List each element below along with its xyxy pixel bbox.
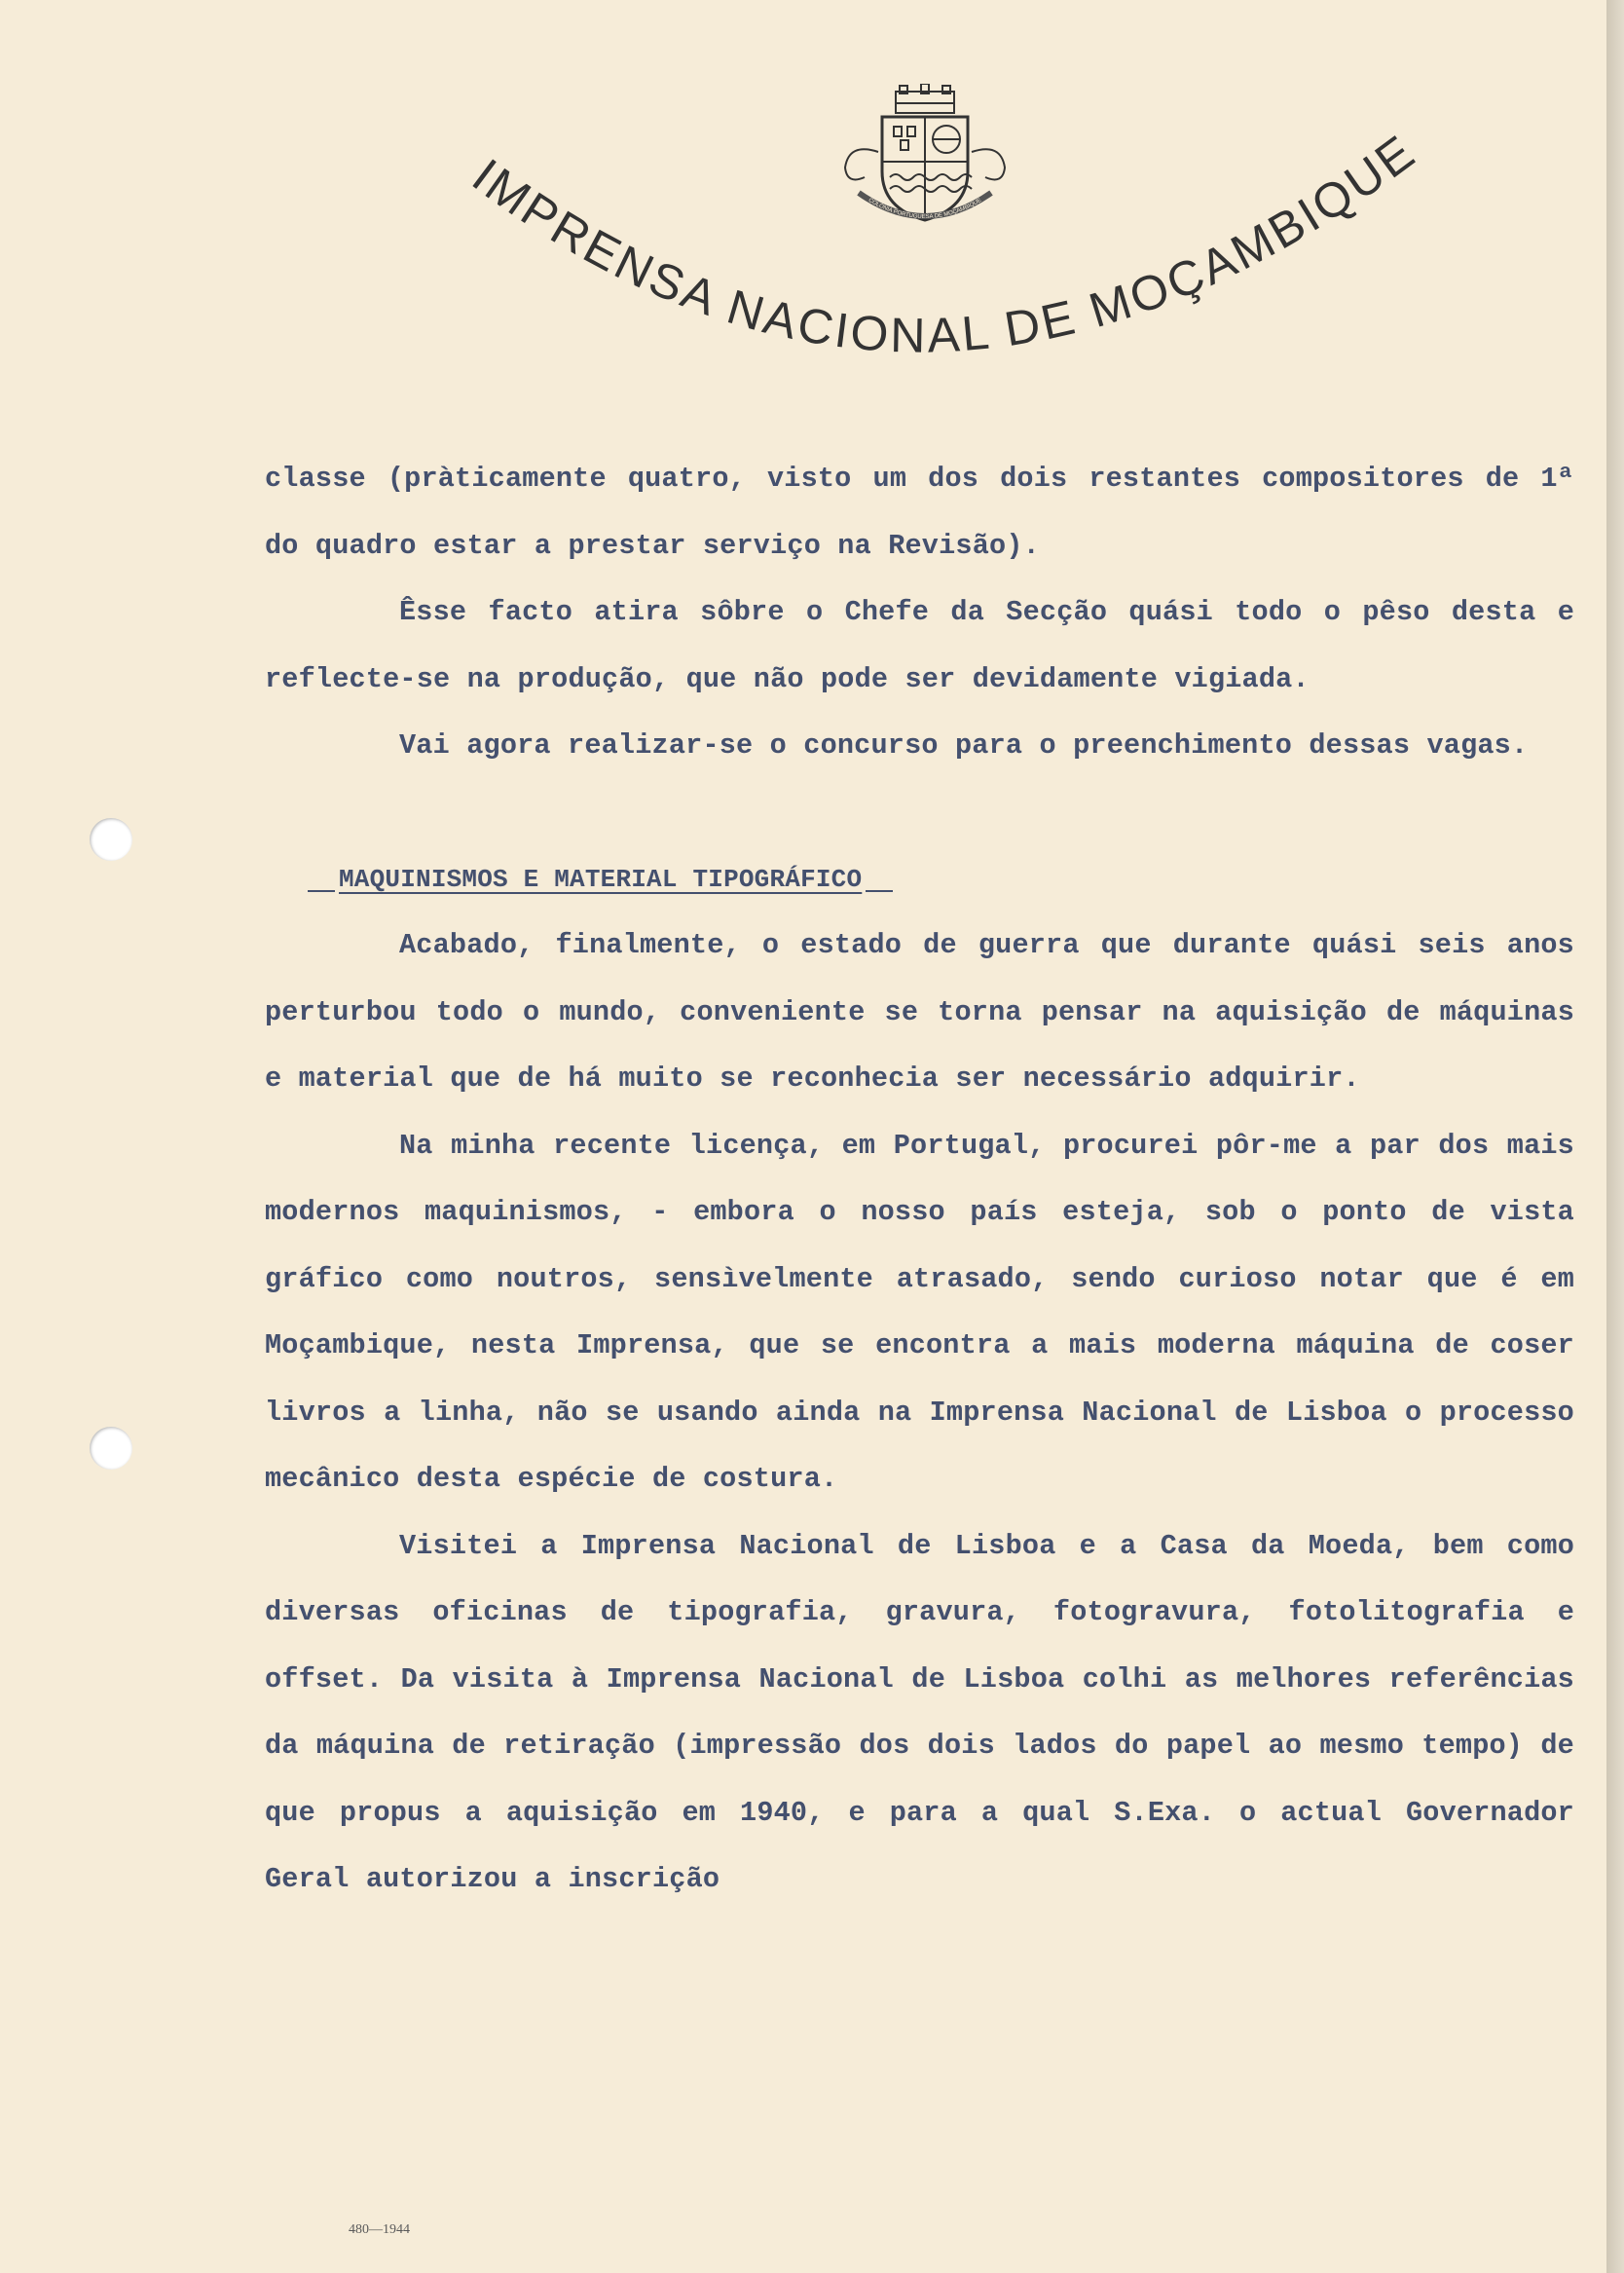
paragraph-4: Acabado, finalmente, o estado de guerra que durante quási seis anos perturbou todo o mundo, conveniente se torna pensar na aquisição de máquinas e material que de há muito se reconhecia ser necessário adquirir. [265,929,1574,1095]
footer-print-code: 480—1944 [349,2222,410,2237]
section-heading-text: MAQUINISMOS E MATERIAL TIPOGRÁFICO [339,864,863,894]
paragraph-5: Na minha recente licença, em Portugal, procurei pôr-me a par dos mais modernos maquinismos, - embora o nosso país esteja, sob o ponto de vista gráfico como noutros, sensìvelmente atrasado, sendo curioso notar que é em Moçambique, nesta Imprensa, que se encontra a mais moderna máquina de coser livros a linha, não se usando ainda na Imprensa Nacional de Lisboa o processo mecânico desta espécie de costura. [265,1129,1574,1495]
page-edge [1606,0,1624,2273]
paragraph-3: Vai agora realizar-se o concurso para o preenchimento dessas vagas. [399,729,1529,762]
seal-motto: COLÓNIA PORTUGUESA DE MOÇAMBIQUE [867,197,983,221]
letterhead-title: IMPRENSA NACIONAL DE MOÇAMBIQUE [462,123,1426,363]
paragraph-6: Visitei a Imprensa Nacional de Lisboa e a Casa da Moeda, bem como diversas oficinas de tipografia, gravura, fotogravura, fotolitografia e offset. Da visita à Imprensa Nacional de Lisboa colhi as melhores referências da máquina de retiração (impressão dos dois lados do papel ao mesmo tempo) de que propus a aquisição em 1940, e para a qual S.Exa. o actual Governador Geral autorizou a inscrição [265,1529,1574,1895]
punch-hole-top [90,818,132,861]
punch-hole-bottom [90,1427,132,1470]
document-body [265,446,1574,1914]
paragraph-1: classe (pràticamente quatro, visto um dos dois restantes compositores de 1ª do quadro estar a prestar serviço na Revisão). [265,463,1574,562]
section-heading [265,846,1574,913]
coat-of-arms-icon [839,84,1011,230]
paragraph-2: Êsse facto atira sôbre o Chefe da Secção quási todo o pêso desta e reflecte-se na produção, que não pode ser devidamente vigiada. [265,596,1574,695]
